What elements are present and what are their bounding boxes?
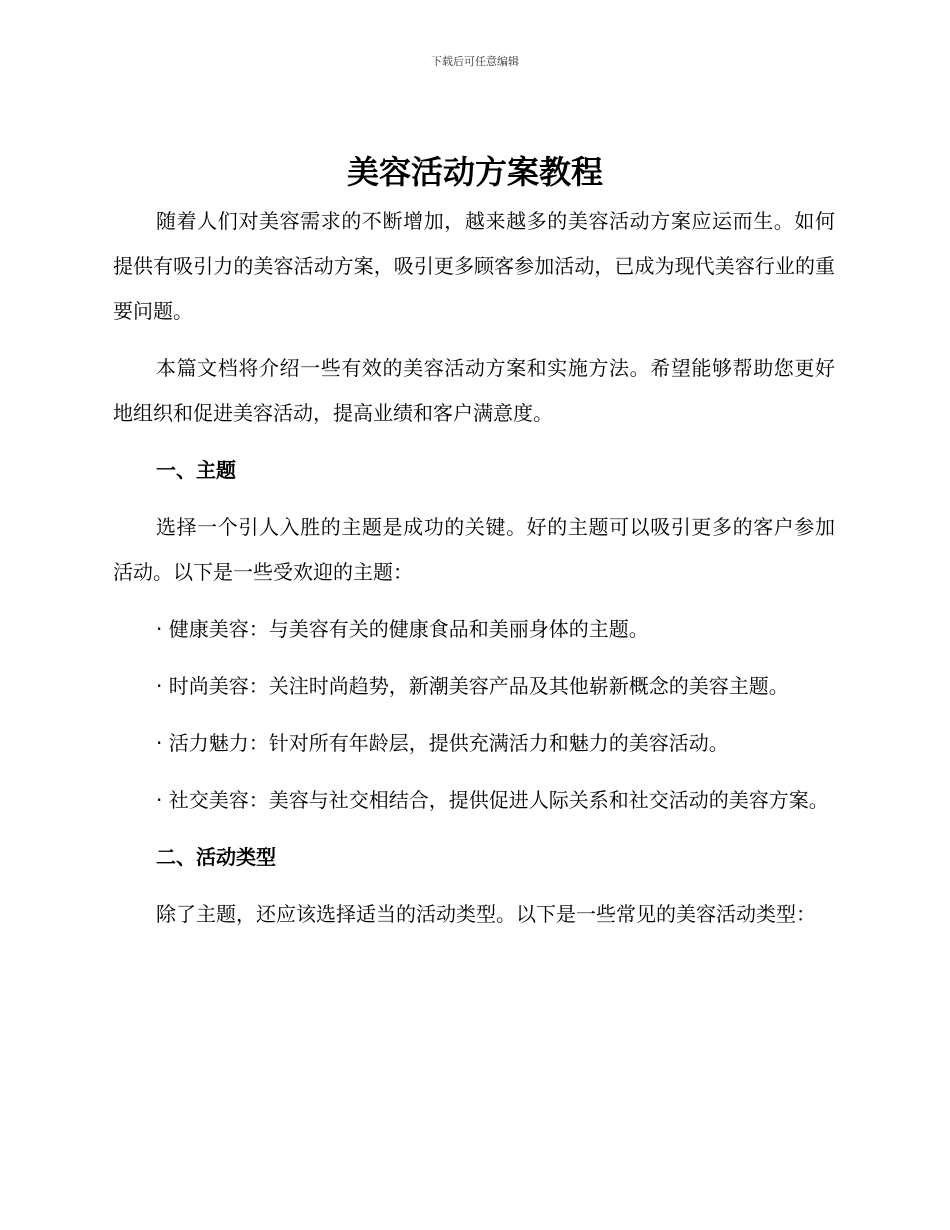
header-note: 下载后可任意编辑 — [431, 55, 519, 68]
section-heading-theme: 一、主题 — [156, 458, 236, 482]
intro-paragraph-2: 本篇文档将介绍一些有效的美容活动方案和实施方法。希望能够帮助您更好地组织和促进美容活动，提高业绩和客户满意度。 — [113, 356, 835, 425]
section-theme-intro: 选择一个引人入胜的主题是成功的关键。好的主题可以吸引更多的客户参加活动。以下是一些受欢迎的主题： — [113, 515, 835, 584]
document-body — [113, 199, 835, 949]
theme-list-item: · 健康美容：与美容有关的健康食品和美丽身体的主题。 — [156, 617, 649, 641]
section-activity-type-intro: 除了主题，还应该选择适当的活动类型。以下是一些常见的美容活动类型： — [156, 902, 816, 926]
intro-paragraph-1: 随着人们对美容需求的不断增加，越来越多的美容活动方案应运而生。如何提供有吸引力的美容活动方案，吸引更多顾客参加活动，已成为现代美容行业的重要问题。 — [113, 209, 835, 323]
theme-list-item: · 活力魅力：针对所有年龄层，提供充满活力和魅力的美容活动。 — [156, 731, 729, 755]
section-heading-activity-type: 二、活动类型 — [156, 845, 276, 869]
theme-list-item: · 时尚美容：关注时尚趋势，新潮美容产品及其他崭新概念的美容主题。 — [156, 674, 789, 698]
document-title: 美容活动方案教程 — [346, 153, 603, 191]
theme-list-item: · 社交美容：美容与社交相结合，提供促进人际关系和社交活动的美容方案。 — [156, 788, 829, 812]
